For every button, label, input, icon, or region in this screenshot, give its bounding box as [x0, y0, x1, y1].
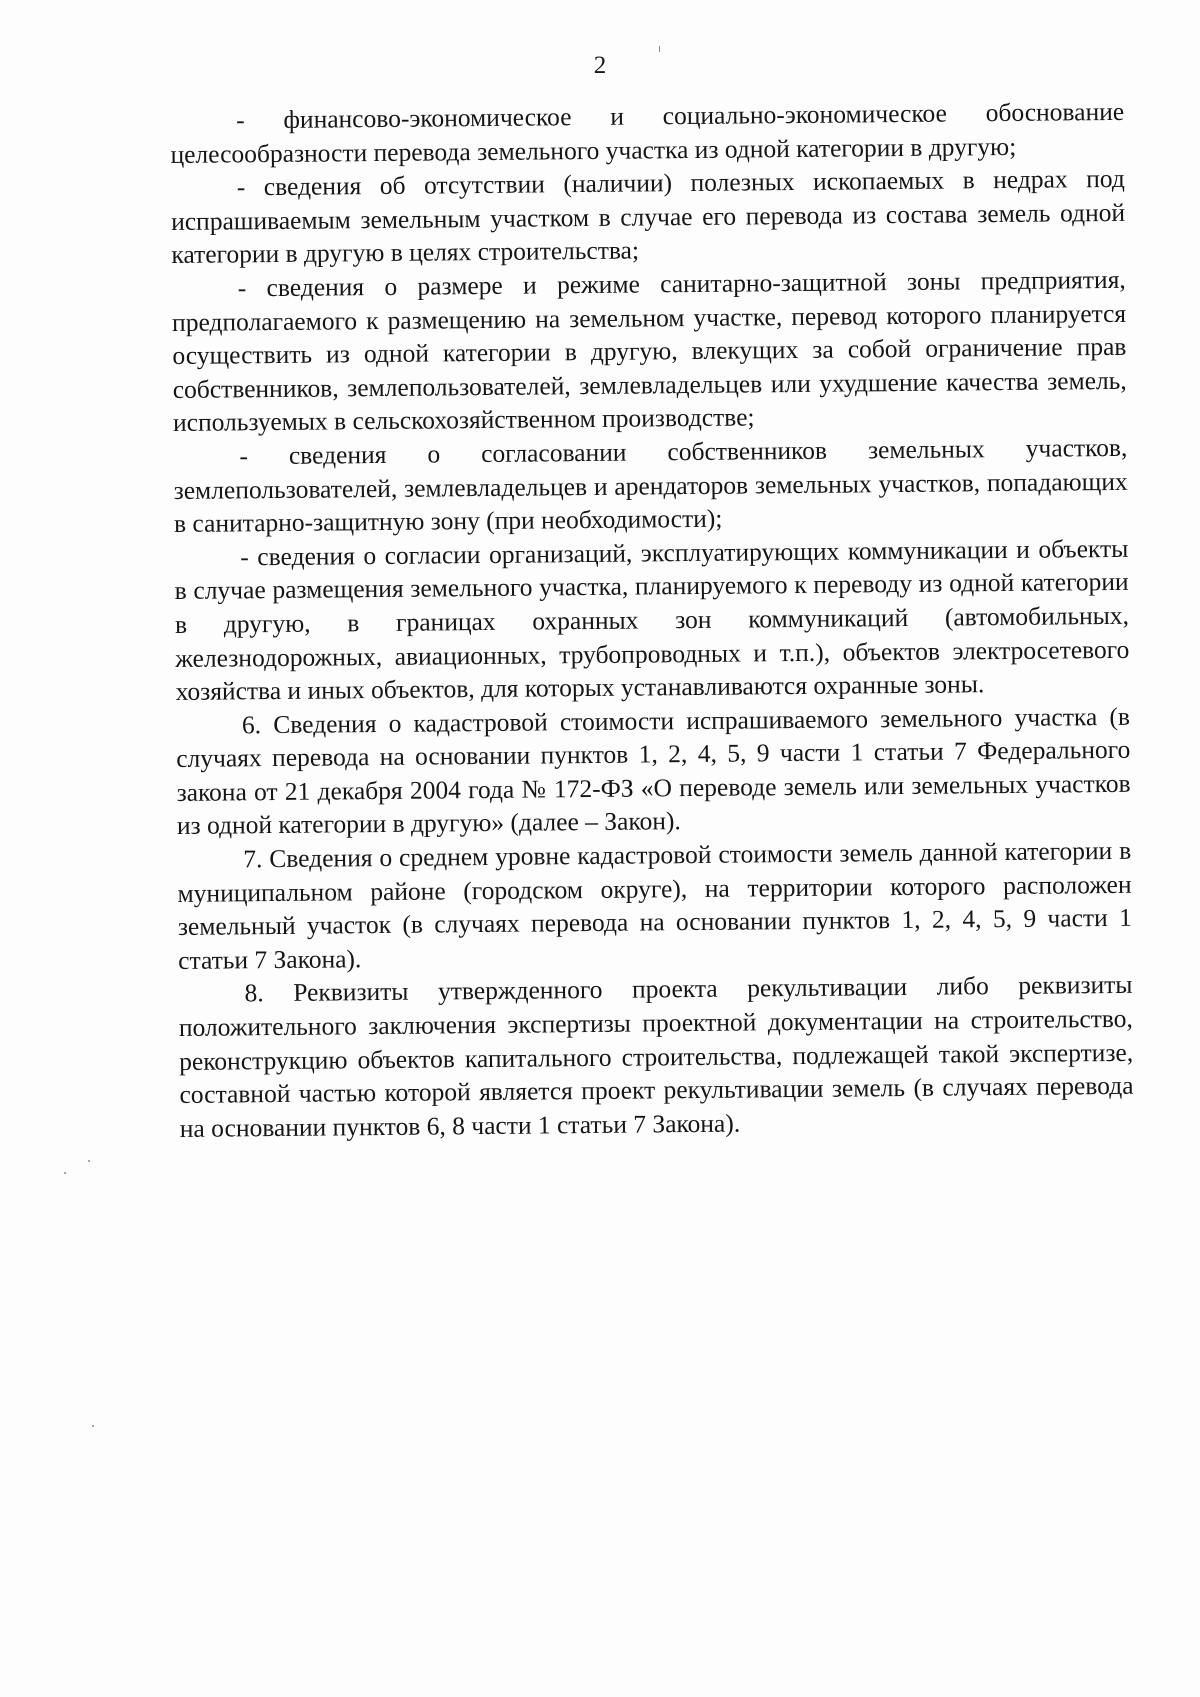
paragraph-minerals-info: - сведения об отсутствии (наличии) полезных ископаемых в недрах под испрашиваемым земельным участком в случае его перевода из состава земель одной категории в другую в целях строительства; — [170, 164, 1126, 270]
scan-speck — [659, 46, 660, 52]
paragraph-item-8: 8. Реквизиты утвержденного проекта рекультивации либо реквизиты положительного заключения экспертизы проектной документации на строительство, реконструкцию объектов капитального строительства, подлежащей такой экспертизе, составной частью которой является проект рекультивации земель (в случаях перевода на основании пунктов 6, 8 части 1 статьи 7 Закона). — [178, 970, 1134, 1143]
paragraph-sanitary-zone: - сведения о размере и режиме санитарно-защитной зоны предприятия, предполагаемого к размещению на земельном участке, перевод которого планируется осуществить из одной категории в другую, влекущих за собой ограничение прав собственников, землепользователей, землевладельцев или ухудшение качества земель, используемых в сельскохозяйственном производстве; — [171, 264, 1127, 438]
paragraph-item-6: 6. Сведения о кадастровой стоимости испрашиваемого земельного участка (в случаях перевода на основании пунктов 1, 2, 4, 5, 9 части 1 статьи 7 Федерального закона от 21 декабря 2004 года № 172-ФЗ «О переводе земель или земельных участков из одной категории в другую» (далее – Закон). — [176, 701, 1131, 841]
paragraph-item-7: 7. Сведения о среднем уровне кадастровой стоимости земель данной категории в муниципальном районе (городском округе), на территории которого расположен земельный участок (в случаях перевода на основании пунктов 1, 2, 4, 5, 9 части 1 статьи 7 Закона). — [177, 835, 1132, 975]
paragraph-financial-justification: - финансово-экономическое и социально-экономическое обоснование целесообразности перевода земельного участка из одной категории в другую; — [170, 96, 1125, 169]
scan-speck — [88, 1160, 90, 1162]
page-number: 2 — [593, 52, 607, 79]
paragraph-owners-approval: - сведения о согласовании собственников земельных участков, землепользователей, землевладельцев и арендаторов земельных участков, попадающих в санитарно-защитную зону (при необходимости); — [173, 432, 1128, 539]
paragraph-organizations-consent: - сведения о согласии организаций, эксплуатирующих коммуникации и объекты в случае размещения земельного участка, планируемого к переводу из одной категории в другую, в границах охранных зон коммуникаций (автомобильных, железнодорожных, авиационных, трубопроводных и т.п.), объектов электросетевого хозяйства и иных объектов, для которых устанавливаются охранные зоны. — [174, 533, 1130, 707]
scan-speck — [92, 1425, 94, 1427]
scan-speck — [64, 1172, 66, 1174]
document-body — [170, 95, 1134, 1146]
